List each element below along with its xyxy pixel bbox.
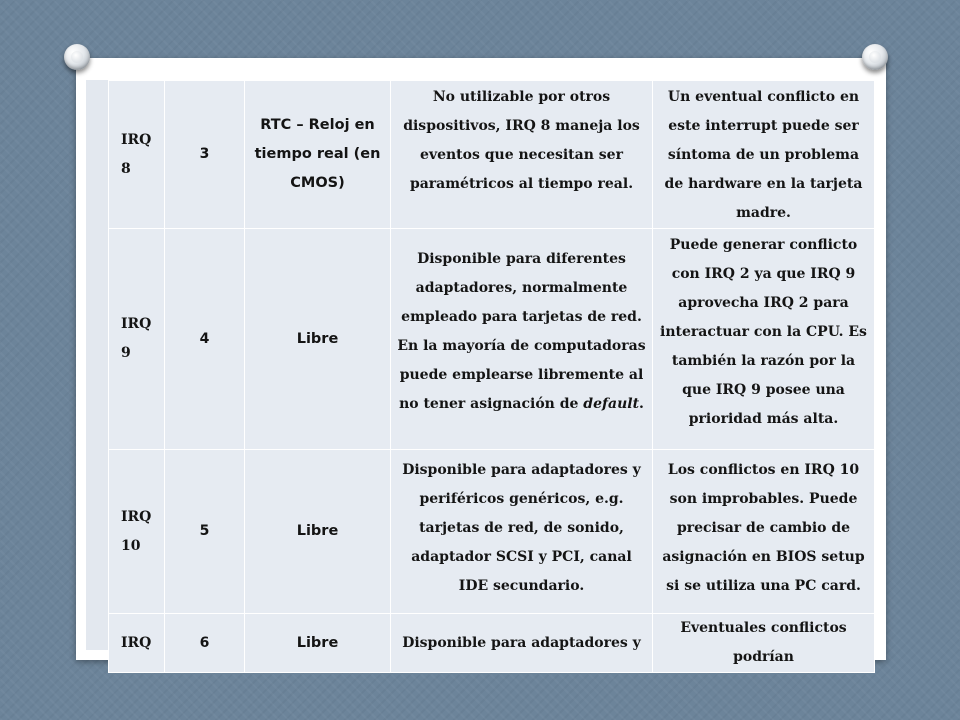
usage-text: Disponible para diferentes adaptadores, normalmente empleado para tarjetas de red. En la mayoría de computadoras puede emplearse libremente al no tener asignación de (397, 251, 646, 412)
priority-cell: 4 (165, 229, 245, 450)
irq-cell: IRQ 10 (109, 450, 165, 614)
note-cell: Un eventual conflicto en este interrupt puede ser síntoma de un problema de hardware en la tarjeta madre. (653, 81, 875, 229)
function-cell: Libre (245, 614, 391, 673)
irq-cell: IRQ 8 (109, 81, 165, 229)
usage-end-text: . (639, 396, 644, 412)
priority-cell: 6 (165, 614, 245, 673)
priority-cell: 3 (165, 81, 245, 229)
irq-table-image (86, 80, 874, 665)
note-cell: Puede generar conflicto con IRQ 2 ya que IRQ 9 aprovecha IRQ 2 para interactuar con la CPU. Es también la razón por la que IRQ 9 posee una prioridad más alta. (653, 229, 875, 450)
pushpin-left-icon (64, 44, 90, 70)
usage-italic-text: default (583, 396, 640, 412)
irq-cell: IRQ (109, 614, 165, 673)
note-cell: Eventuales conflictos podrían (653, 614, 875, 673)
function-cell: Libre (245, 450, 391, 614)
priority-cell: 5 (165, 450, 245, 614)
usage-cell (391, 229, 653, 450)
usage-cell (391, 614, 653, 673)
note-cell: Los conflictos en IRQ 10 son improbables. Puede precisar de cambio de asignación en BIOS setup si se utiliza una PC card. (653, 450, 875, 614)
irq-table (108, 80, 875, 673)
function-cell: Libre (245, 229, 391, 450)
pushpin-right-icon (862, 44, 888, 70)
usage-cell (391, 81, 653, 229)
usage-text: Disponible para adaptadores y periféricos genéricos, e.g. tarjetas de red, de sonido, adaptador SCSI y PCI, canal IDE secundario. (402, 462, 641, 594)
table-row (109, 229, 875, 450)
irq-cell: IRQ 9 (109, 229, 165, 450)
table-row (109, 450, 875, 614)
usage-cell (391, 450, 653, 614)
usage-text: Disponible para adaptadores y (402, 634, 641, 651)
table-row (109, 614, 875, 673)
usage-text: No utilizable por otros dispositivos, IRQ 8 maneja los eventos que necesitan ser paramétricos al tiempo real. (403, 89, 640, 192)
function-cell: RTC – Reloj en tiempo real (en CMOS) (245, 81, 391, 229)
table-row (109, 81, 875, 229)
